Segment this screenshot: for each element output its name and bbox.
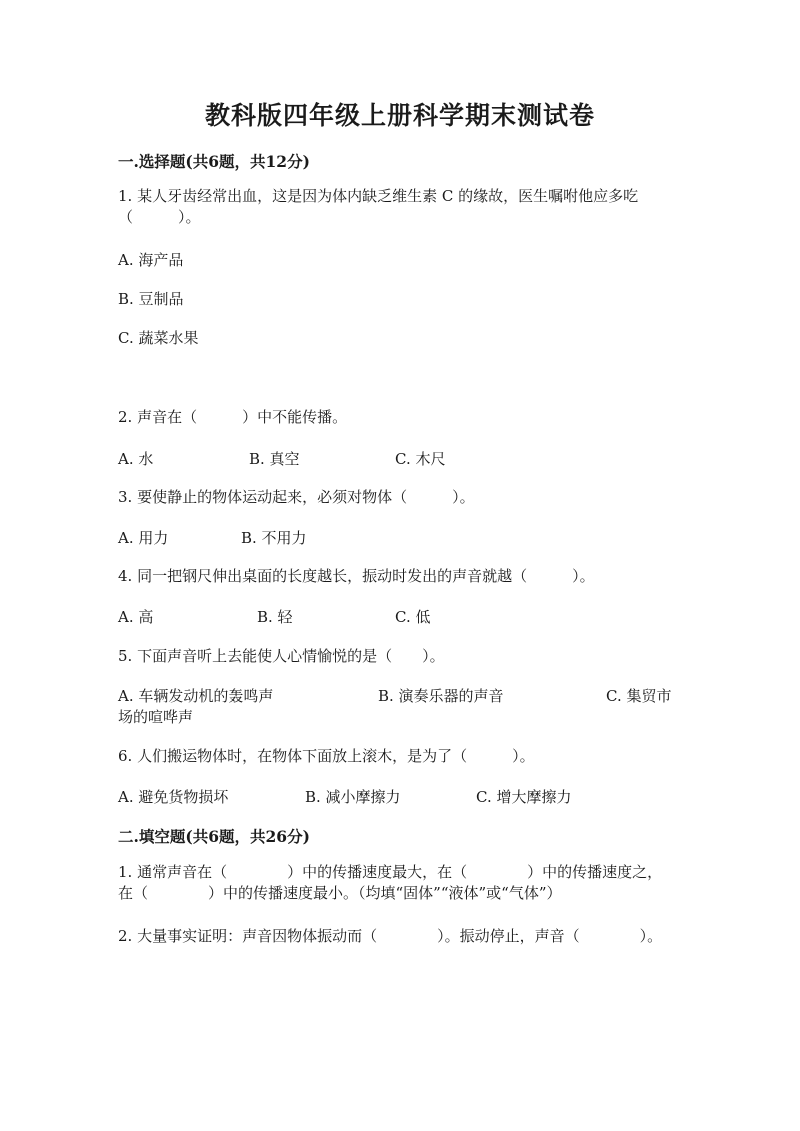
question-6-option-b: B. 减小摩擦力 — [305, 788, 401, 806]
section-heading-multiple-choice: 一.选择题(共6题，共12分) — [118, 152, 310, 171]
question-4-stem: 4. 同一把钢尺伸出桌面的长度越长，振动时发出的声音就越（ ）。 — [118, 567, 595, 585]
question-5-option-c-continued: 场的喧哗声 — [118, 708, 194, 726]
question-2-stem: 2. 声音在（ ）中不能传播。 — [118, 408, 348, 426]
question-1-stem: 1. 某人牙齿经常出血，这是因为体内缺乏维生素 C 的缘故，医生嘱咐他应多吃（ ）。 — [118, 187, 639, 226]
question-6-stem: 6. 人们搬运物体时，在物体下面放上滚木，是为了（ ）。 — [118, 747, 535, 765]
question-1-option-c: C. 蔬菜水果 — [118, 329, 199, 347]
fill-question-1-stem: 1. 通常声音在（ ）中的传播速度最大，在（ ）中的传播速度之，在（ ）中的传播速度最小。（均填“固体”“液体”或“气体”） — [118, 863, 663, 902]
question-4-option-a: A. 高 — [118, 608, 154, 626]
question-6-option-a: A. 避免货物损坏 — [118, 788, 229, 806]
section-heading-fill-in-blank: 二.填空题(共6题，共26分) — [118, 827, 310, 846]
fill-question-2-stem: 2. 大量事实证明：声音因物体振动而（ ）。振动停止，声音（ ）。 — [118, 927, 663, 945]
question-1-option-b: B. 豆制品 — [118, 290, 184, 308]
question-4-option-c: C. 低 — [395, 608, 431, 626]
question-3-option-a: A. 用力 — [118, 529, 169, 547]
question-3-option-b: B. 不用力 — [241, 529, 307, 547]
question-5-option-c: C. 集贸市 — [606, 687, 672, 705]
question-2-option-a: A. 水 — [118, 450, 154, 468]
question-6-option-c: C. 增大摩擦力 — [476, 788, 572, 806]
question-1-option-a: A. 海产品 — [118, 251, 184, 269]
question-2-option-c: C. 木尺 — [395, 450, 446, 468]
question-3-stem: 3. 要使静止的物体运动起来，必须对物体（ ）。 — [118, 488, 475, 506]
question-5-option-b: B. 演奏乐器的声音 — [378, 687, 504, 705]
question-5-stem: 5. 下面声音听上去能使人心情愉悦的是（ ）。 — [118, 647, 445, 665]
question-4-option-b: B. 轻 — [257, 608, 293, 626]
page-title: 教科版四年级上册科学期末测试卷 — [204, 101, 595, 130]
question-2-option-b: B. 真空 — [249, 450, 300, 468]
question-5-option-a: A. 车辆发动机的轰鸣声 — [118, 687, 274, 705]
